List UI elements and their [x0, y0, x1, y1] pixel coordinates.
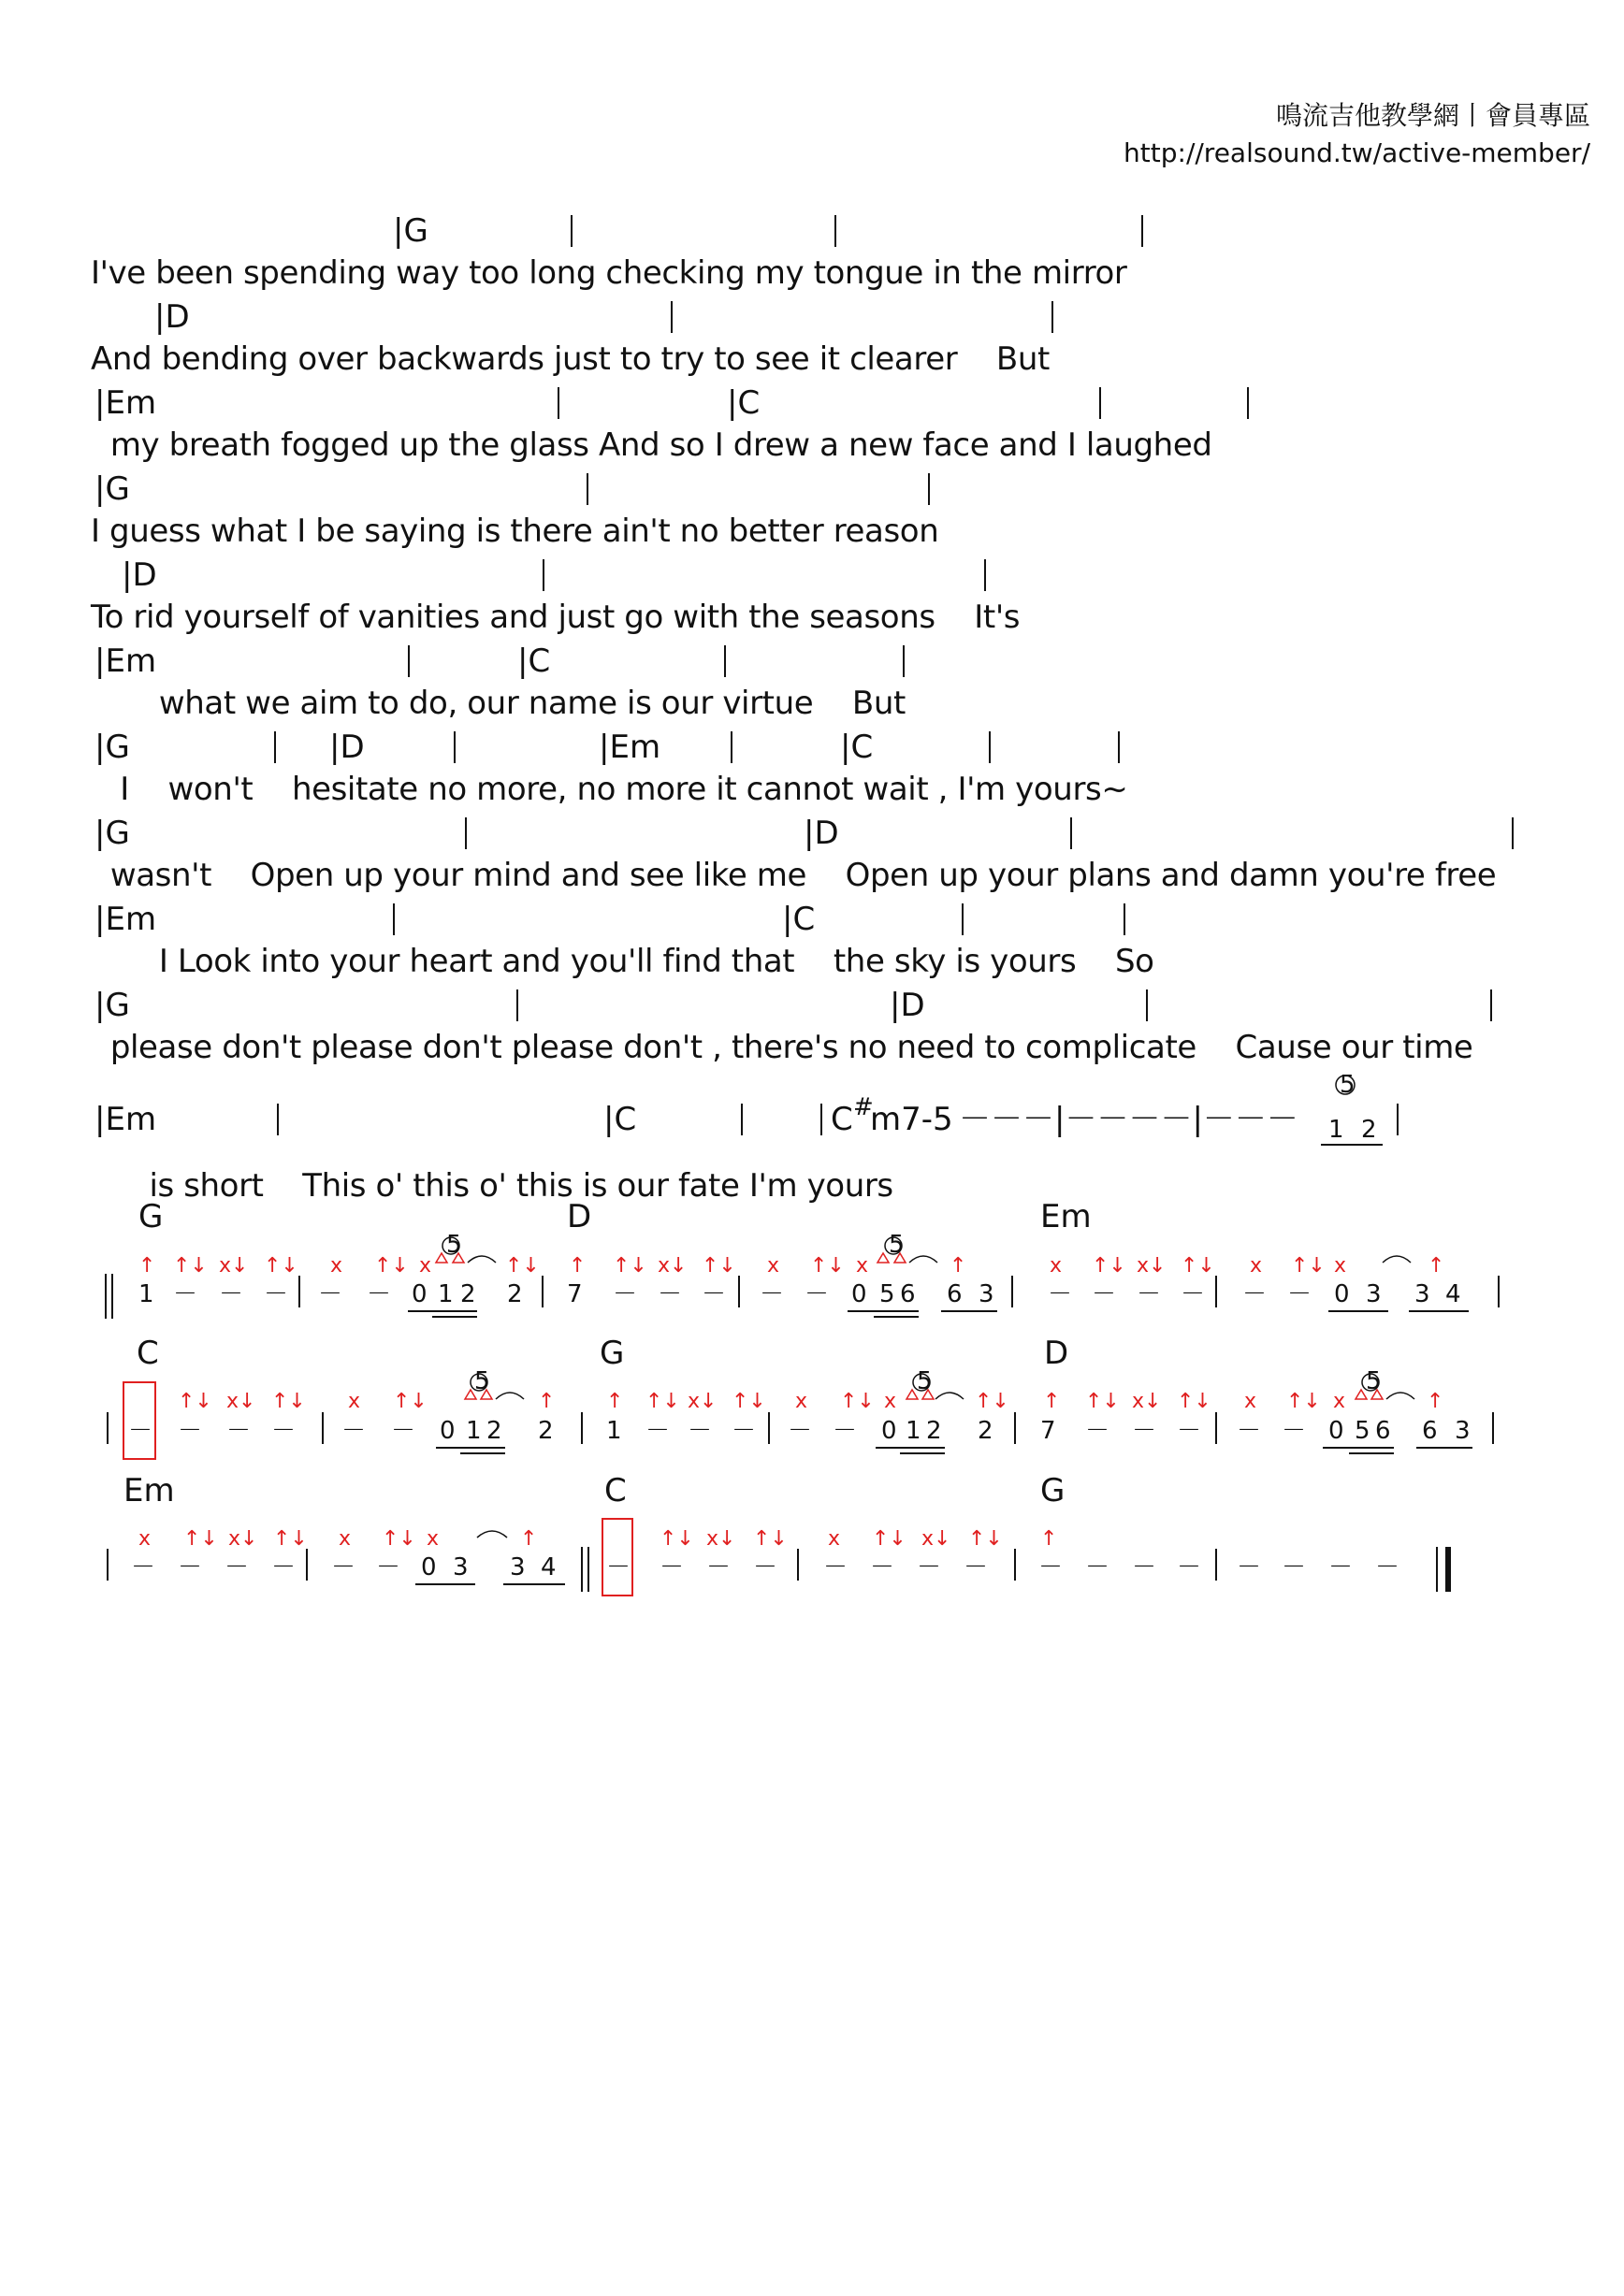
tie	[909, 1256, 937, 1263]
tab-rest: －	[1085, 1417, 1110, 1445]
strum-mark: x↓	[1137, 1254, 1167, 1278]
chord-symbol-d: |D	[122, 556, 157, 594]
tab-rest: －	[658, 1280, 683, 1308]
tab-note: 1	[906, 1417, 921, 1445]
tab-rest: －	[1132, 1553, 1157, 1581]
strum-mark: x↓	[1132, 1390, 1162, 1413]
strum-mark: ↑↓	[1085, 1390, 1120, 1413]
tab-note: 0	[440, 1417, 456, 1445]
tie	[496, 1393, 524, 1399]
strum-mark: x	[427, 1527, 440, 1551]
tab-chord-em: Em	[1040, 1198, 1092, 1235]
strum-mark: ↑↓	[505, 1254, 540, 1278]
tab-rest: －	[128, 1417, 153, 1445]
lyric-line-7: I won't hesitate no more, no more it cannot wait , I'm yours~	[91, 771, 1128, 808]
tab-rest: －	[606, 1553, 631, 1581]
tab-note: 2	[507, 1280, 523, 1308]
tab-rest: －	[264, 1280, 289, 1308]
strum-mark: x	[767, 1254, 780, 1278]
tab-rest: －	[178, 1553, 203, 1581]
strum-mark: ↑↓	[271, 1390, 306, 1413]
tab-rest: －	[1048, 1280, 1073, 1308]
tab-rest: －	[1237, 1553, 1262, 1581]
tab-rest: －	[1085, 1553, 1110, 1581]
tab-rest: －	[1177, 1417, 1202, 1445]
string-mark: 5	[1366, 1367, 1382, 1395]
strum-mark: x	[330, 1254, 343, 1278]
strum-mark: ↑	[1040, 1527, 1058, 1551]
strum-mark: ↑↓	[393, 1390, 428, 1413]
chord-symbol-d: |D	[329, 729, 365, 766]
strum-mark: ↑↓	[872, 1527, 906, 1551]
tab-note: 2	[978, 1417, 993, 1445]
tab-rest: －	[1375, 1553, 1400, 1581]
tab-note: 6	[1422, 1417, 1438, 1445]
tab-note: 0	[1334, 1280, 1350, 1308]
strum-mark: ↑	[1043, 1390, 1061, 1413]
tab-layer	[106, 1198, 1499, 1596]
chord-symbol-g: |G	[393, 212, 428, 250]
strum-mark: ↑↓	[732, 1390, 766, 1413]
string-mark: 5	[917, 1367, 933, 1395]
tab-note: 3	[453, 1553, 469, 1581]
strum-mark: ↑↓	[1177, 1390, 1211, 1413]
tab-rest: －	[805, 1280, 830, 1308]
strum-mark: x	[138, 1527, 152, 1551]
tab-rest: －	[1282, 1417, 1307, 1445]
tab-rest: －	[1177, 1553, 1202, 1581]
strum-mark: ↑	[950, 1254, 967, 1278]
strum-mark: x	[856, 1254, 869, 1278]
tab-rest: －	[131, 1553, 156, 1581]
string-mark: 5	[1340, 1071, 1356, 1099]
strum-mark: ↑	[520, 1527, 538, 1551]
tab-rest: －	[226, 1417, 252, 1445]
strum-mark: ↑	[1427, 1390, 1444, 1413]
tab-rest: －	[823, 1553, 848, 1581]
tab-chord-d: D	[567, 1198, 592, 1235]
strum-mark: ↑	[138, 1254, 156, 1278]
tab-rest: －	[702, 1280, 727, 1308]
strum-mark: ↑↓	[810, 1254, 845, 1278]
chord-symbol-g: |G	[94, 987, 130, 1024]
chord-symbol-d: |D	[890, 987, 925, 1024]
chord-layer	[94, 212, 1513, 1145]
chord-symbol-em: |Em	[94, 643, 157, 680]
tab-note: 0	[881, 1417, 897, 1445]
strum-mark: ↑↓	[645, 1390, 680, 1413]
tab-rest: －	[271, 1553, 297, 1581]
strum-mark: ↑↓	[1291, 1254, 1326, 1278]
tab-rest: －	[225, 1553, 250, 1581]
tab-chord-c: C	[137, 1335, 159, 1372]
tab-rest: －	[1282, 1553, 1307, 1581]
tab-note: 7	[1040, 1417, 1056, 1445]
tab-rest: －	[660, 1553, 685, 1581]
strum-mark: ↑↓	[968, 1527, 1003, 1551]
site-url: http://realsound.tw/active-member/	[1124, 137, 1590, 168]
tab-note: 1	[138, 1280, 154, 1308]
tab-rest: －	[1242, 1280, 1268, 1308]
chord-symbol-c: |C	[603, 1101, 637, 1138]
tab-note: 2	[1361, 1116, 1377, 1144]
strum-mark: x	[419, 1254, 432, 1278]
tab-rest: －	[318, 1280, 343, 1308]
strum-mark: x↓	[228, 1527, 258, 1551]
strum-mark: x	[1244, 1390, 1257, 1413]
chord-symbol-em: |Em	[599, 729, 661, 766]
strum-mark: ↑↓	[660, 1527, 694, 1551]
tab-note: 6	[1375, 1417, 1391, 1445]
lyric-line-11: is short This o' this o' this is our fate I'm yours	[91, 1167, 893, 1205]
tab-chord-g: G	[138, 1198, 164, 1235]
tab-note: 4	[541, 1553, 557, 1581]
tab-rest: －	[870, 1553, 895, 1581]
tab-rest: －	[376, 1553, 401, 1581]
tab-note: 2	[538, 1417, 554, 1445]
strum-mark: ↑↓	[273, 1527, 308, 1551]
tab-rest: －	[1237, 1417, 1262, 1445]
strum-mark: ↑↓	[178, 1390, 212, 1413]
strum-mark: ↑	[538, 1390, 556, 1413]
tab-note: 3	[979, 1280, 994, 1308]
site-name: 鳴流吉他教學網丨會員專區	[1275, 100, 1590, 131]
tab-note: 2	[486, 1417, 502, 1445]
tab-note: 1	[606, 1417, 622, 1445]
sharp-sign: #	[853, 1093, 874, 1121]
lyric-line-9: I Look into your heart and you'll find that the sky is yours So	[91, 943, 1154, 980]
strum-mark: x	[1334, 1254, 1347, 1278]
tab-rest: －	[1132, 1417, 1157, 1445]
strum-mark: ↑↓	[382, 1527, 416, 1551]
tab-chord-g: G	[600, 1335, 625, 1372]
chord-symbol-c: |C	[727, 384, 761, 422]
tab-note: 0	[1328, 1417, 1344, 1445]
tab-rest: －	[1137, 1280, 1162, 1308]
tab-rest: －	[219, 1280, 244, 1308]
strum-mark: x	[795, 1390, 808, 1413]
strum-mark: x↓	[921, 1527, 951, 1551]
tab-note: 1	[466, 1417, 482, 1445]
tab-rest: －	[331, 1553, 356, 1581]
chord-symbol-d: |D	[154, 298, 190, 336]
tab-rest: －	[271, 1417, 297, 1445]
tab-note: 5	[1355, 1417, 1370, 1445]
tab-rest: －	[1328, 1553, 1354, 1581]
tab-note: 6	[900, 1280, 916, 1308]
lyric-line-10: please don't please don't please don't , there's no need to complicate Cause our time	[91, 1029, 1473, 1066]
tab-note: 3	[1414, 1280, 1430, 1308]
lyric-line-3: my breath fogged up the glass And so I drew a new face and I laughed	[91, 426, 1212, 464]
chord-symbol-em: |Em	[94, 384, 157, 422]
chord-symbol-g: |G	[94, 815, 130, 852]
tab-rest: －	[1287, 1280, 1312, 1308]
tab-rest: －	[645, 1417, 671, 1445]
tab-rest: －	[1092, 1280, 1117, 1308]
tie	[935, 1393, 964, 1399]
tab-rest: －	[760, 1280, 785, 1308]
strum-mark: ↑↓	[1092, 1254, 1126, 1278]
tab-note: 5	[879, 1280, 895, 1308]
tab-rest: －	[613, 1280, 638, 1308]
tab-note: 2	[926, 1417, 942, 1445]
tab-rest: －	[788, 1417, 813, 1445]
tab-note: 1	[1328, 1116, 1344, 1144]
string-mark: 5	[446, 1231, 462, 1259]
chord-symbol-em: |Em	[94, 1101, 157, 1138]
tab-rest: －	[732, 1417, 757, 1445]
chord-symbol-c: |C	[517, 643, 551, 680]
strum-mark: ↑↓	[374, 1254, 409, 1278]
string-mark: 5	[889, 1231, 905, 1259]
tab-note: 3	[510, 1553, 526, 1581]
strum-mark: x	[828, 1527, 841, 1551]
chord-symbol-d: |D	[804, 815, 839, 852]
tab-note: 0	[421, 1553, 437, 1581]
strum-mark: ↑↓	[1286, 1390, 1321, 1413]
strum-mark: ↑↓	[1181, 1254, 1215, 1278]
tie	[1386, 1393, 1414, 1399]
strum-mark: ↑↓	[753, 1527, 788, 1551]
strum-mark: x↓	[658, 1254, 688, 1278]
tab-note: 0	[851, 1280, 867, 1308]
tab-rest: －	[917, 1553, 942, 1581]
strum-mark: x	[884, 1390, 897, 1413]
tab-rest: －	[706, 1553, 732, 1581]
strum-mark: x↓	[706, 1527, 736, 1551]
rest-dashes: －－－|－－－－|－－－	[959, 1101, 1298, 1138]
tab-chord-g: G	[1040, 1472, 1066, 1509]
strum-mark: ↑	[569, 1254, 587, 1278]
strum-mark: ↑↓	[702, 1254, 736, 1278]
chord-symbol-g: |G	[94, 729, 130, 766]
tab-rest: －	[391, 1417, 416, 1445]
tab-rest: －	[964, 1553, 989, 1581]
tab-chord-c: C	[604, 1472, 627, 1509]
tab-note: 1	[438, 1280, 454, 1308]
chord-symbol-c: |C	[782, 901, 816, 938]
tie	[468, 1256, 496, 1263]
chord-symbol-c: |C	[840, 729, 874, 766]
tab-rest: －	[1038, 1553, 1064, 1581]
lyric-line-6: what we aim to do, our name is our virtue But	[91, 685, 906, 722]
lyric-line-2: And bending over backwards just to try to see it clearer But	[91, 340, 1050, 378]
strum-mark: x↓	[688, 1390, 718, 1413]
strum-mark: ↑	[606, 1390, 624, 1413]
strum-mark: ↑↓	[840, 1390, 875, 1413]
tab-note: 3	[1366, 1280, 1382, 1308]
tab-note: 4	[1445, 1280, 1461, 1308]
strum-mark: ↑↓	[264, 1254, 298, 1278]
tab-rest: －	[753, 1553, 778, 1581]
tab-rest: －	[178, 1417, 203, 1445]
strum-mark: x↓	[219, 1254, 249, 1278]
tab-rest: －	[173, 1280, 198, 1308]
tab-rest: －	[688, 1417, 713, 1445]
chord-symbol-em: |Em	[94, 901, 157, 938]
strum-mark: x	[339, 1527, 352, 1551]
strum-mark: ↑↓	[183, 1527, 218, 1551]
chord-symbol-g: |G	[94, 470, 130, 508]
tab-chord-em: Em	[123, 1472, 175, 1509]
strum-mark: ↑↓	[613, 1254, 647, 1278]
lyric-line-8: wasn't Open up your mind and see like me Open up your plans and damn you're free	[91, 857, 1497, 894]
tab-rest: －	[341, 1417, 367, 1445]
strum-mark: ↑↓	[975, 1390, 1009, 1413]
tie	[1383, 1256, 1411, 1263]
tab-rest: －	[367, 1280, 392, 1308]
chord-quality: m7-5	[870, 1101, 953, 1138]
tab-note: 2	[460, 1280, 476, 1308]
string-mark: 5	[474, 1367, 490, 1395]
tab-note: 6	[947, 1280, 963, 1308]
strum-mark: x	[1333, 1390, 1346, 1413]
tab-rest: －	[833, 1417, 858, 1445]
tab-note: 0	[412, 1280, 428, 1308]
accent-triangle	[877, 1253, 889, 1263]
lyric-line-1: I've been spending way too long checking my tongue in the mirror	[91, 254, 1127, 292]
tab-note: 7	[567, 1280, 583, 1308]
strum-mark: x	[1050, 1254, 1063, 1278]
lyric-line-5: To rid yourself of vanities and just go with the seasons It's	[91, 599, 1021, 636]
tab-chord-d: D	[1044, 1335, 1069, 1372]
tab-rest: －	[1181, 1280, 1206, 1308]
strum-mark: x	[1250, 1254, 1263, 1278]
chord-symbol-c-sharp: C	[831, 1101, 853, 1138]
tie	[477, 1531, 507, 1538]
lyric-line-4: I guess what I be saying is there ain't no better reason	[91, 513, 939, 550]
strum-mark: ↑↓	[173, 1254, 208, 1278]
tab-note: 3	[1455, 1417, 1471, 1445]
strum-mark: ↑	[1428, 1254, 1445, 1278]
strum-mark: x	[348, 1390, 361, 1413]
strum-mark: x↓	[226, 1390, 256, 1413]
